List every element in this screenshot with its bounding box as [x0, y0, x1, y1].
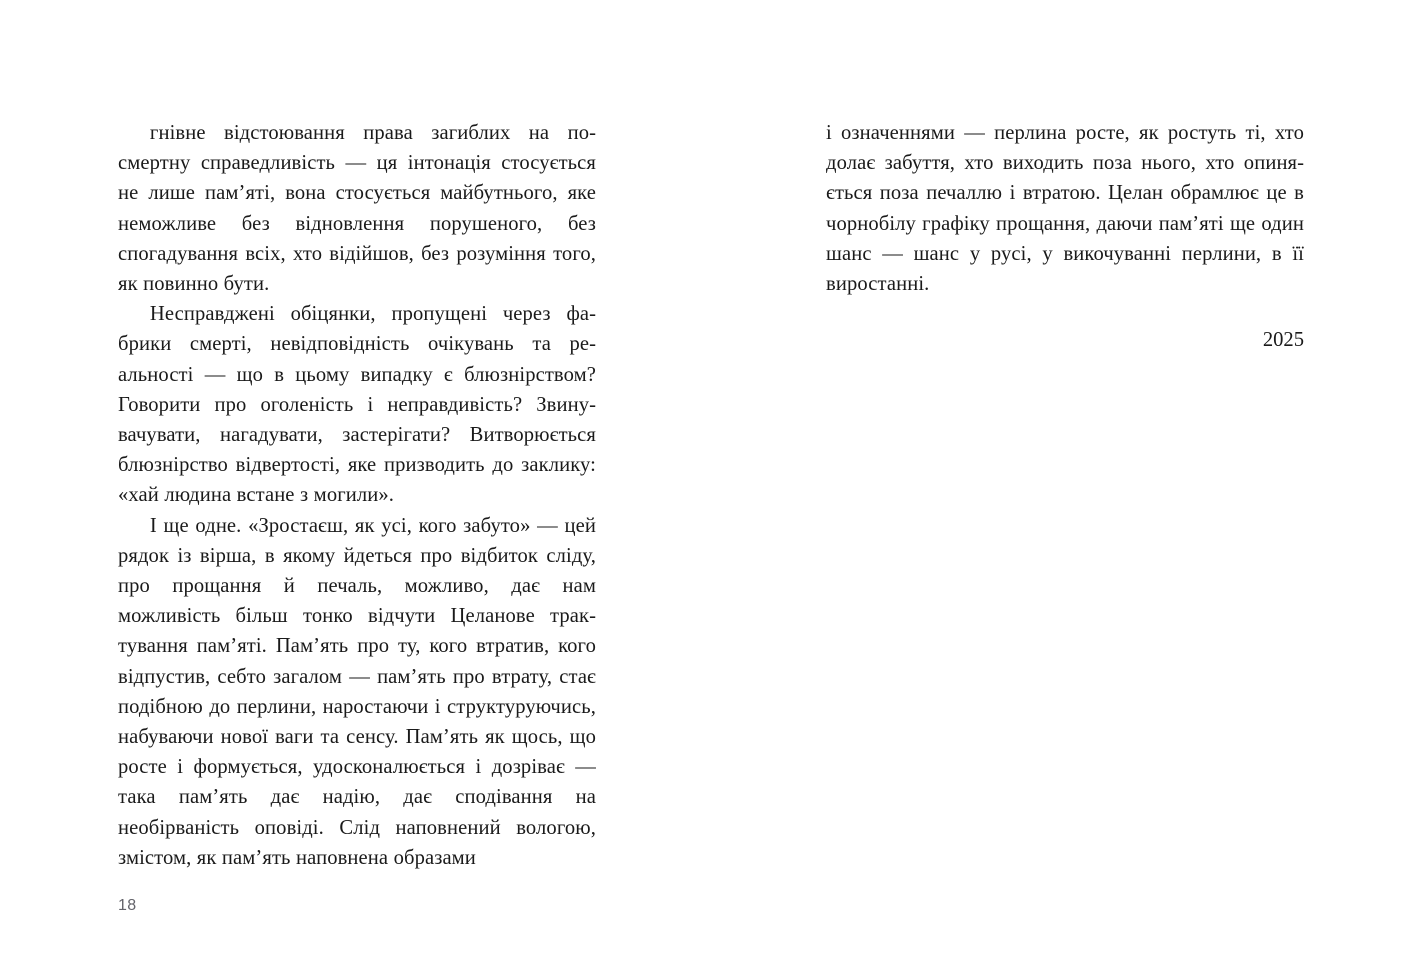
text-column-right — [826, 118, 1304, 299]
dateline-year: 2025 — [1262, 329, 1304, 351]
text-column-left — [118, 118, 596, 873]
paragraph: Несправджені обіцянки, пропущені через фабрики смерті, невідповідність очікувань та реальності — що в цьому випадку є блюзнірством? Говорити про оголеність і неправдивість? Звинувачувати, нагадувати, застерігати? Витворюється блюзнірство відвертості, яке призводить до заклику: «хай людина встане з могили». — [118, 303, 596, 507]
paragraph: І ще одне. «Зростаєш, як усі, кого забуто» — цей рядок із вірша, в якому йдеться про відбиток сліду, про прощання й печаль, можливо, дає нам можливість більш тонко відчути Целанове трактування пам’яті. Пам’ять про ту, кого втратив, кого відпустив, себто загалом — пам’ять про втрату, стає подібною до перлини, наростаючи і структуруючись, набуваючи нової ваги та сенсу. Пам’ять як щось, що росте і формується, удосконалюється і дозріває — така пам’ять дає надію, дає сподівання на необірваність оповіді. Слід наповнений вологою, змістом, як пам’ять наповнена образами — [118, 514, 596, 869]
paragraph: і означеннями — перлина росте, як ростуть ті, хто долає забуття, хто виходить поза нього, хто опиняється поза печаллю і втратою. Целан обрамлює це в чорнобілу графіку прощання, даючи пам’яті ще один шанс — шанс у русі, у викочуванні перлини, в її виростанні. — [826, 122, 1304, 296]
page-number: 18 — [118, 897, 137, 914]
paragraph: гнівне відстоювання права загиблих на посмертну справедливість — ця інтонація стосується не лише пам’яті, вона стосується майбутнього, яке неможливе без відновлення порушеного, без спогадування всіх, хто відійшов, без розуміння того, як повинно бути. — [118, 122, 596, 296]
